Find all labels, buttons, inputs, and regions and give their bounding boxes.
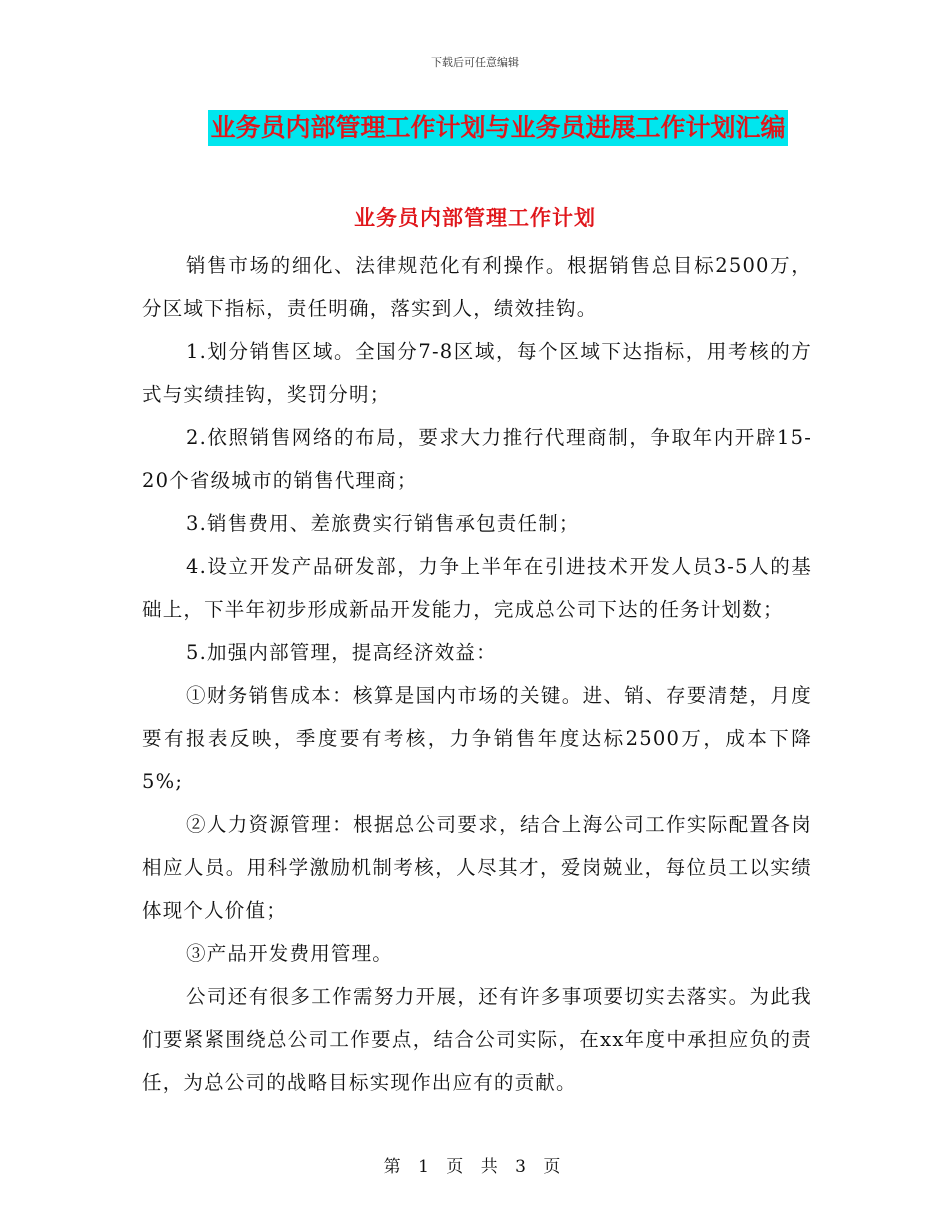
paragraph-conclusion: 公司还有很多工作需努力开展，还有许多事项要切实去落实。为此我们要紧紧围绕总公司工作要点，结合公司实际，在xx年度中承担应负的责任，为总公司的战略目标实现作出应有的贡献。 — [142, 985, 812, 1094]
document-body — [142, 244, 812, 1104]
section-title: 业务员内部管理工作计划 — [354, 206, 596, 230]
paragraph-subitem-3: ③产品开发费用管理。 — [186, 942, 394, 965]
main-title-container — [0, 110, 950, 146]
paragraph-item-5: 5.加强内部管理，提高经济效益： — [186, 641, 497, 664]
paragraph-subitem-2: ②人力资源管理：根据总公司要求，结合上海公司工作实际配置各岗相应人员。用科学激励机制考核，人尽其才，爱岗兢业，每位员工以实绩体现个人价值； — [142, 813, 812, 922]
paragraph-intro: 销售市场的细化、法律规范化有利操作。根据销售总目标2500万，分区域下指标，责任明确，落实到人，绩效挂钩。 — [142, 254, 812, 320]
paragraph-subitem-1: ①财务销售成本：核算是国内市场的关键。进、销、存要清楚，月度要有报表反映，季度要有考核，力争销售年度达标2500万，成本下降5%; — [142, 684, 812, 793]
paragraph-item-3: 3.销售费用、差旅费实行销售承包责任制； — [186, 512, 580, 535]
paragraph-item-4: 4.设立开发产品研发部，力争上半年在引进技术开发人员3-5人的基础上，下半年初步形成新品开发能力，完成总公司下达的任务计划数； — [142, 555, 812, 621]
page-number: 第 1 页 共 3 页 — [383, 1157, 567, 1177]
paragraph-item-2: 2.依照销售网络的布局，要求大力推行代理商制，争取年内开辟15-20个省级城市的销售代理商； — [142, 426, 812, 492]
page-header-note: 下载后可任意编辑 — [431, 56, 519, 69]
main-title: 业务员内部管理工作计划与业务员进展工作计划汇编 — [208, 110, 787, 146]
paragraph-item-1: 1.划分销售区域。全国分7-8区域，每个区域下达指标，用考核的方式与实绩挂钩，奖罚分明； — [142, 340, 812, 406]
